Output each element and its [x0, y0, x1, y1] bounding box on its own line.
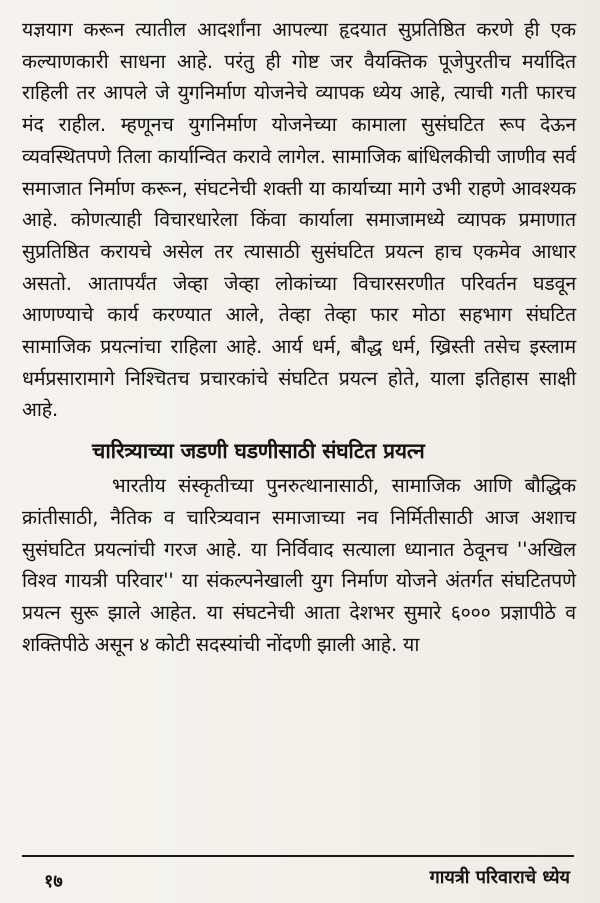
footer-divider — [22, 855, 574, 857]
body-paragraph-2: भारतीय संस्कृतीच्या पुनरुत्थानासाठी, सामाजिक आणि बौद्धिक क्रांतीसाठी, नैतिक व चारित्र्यवान समाजाच्या नव निर्मितीसाठी आज अशाच सुसंघटित प्रयत्नांची गरज आहे. या निर्विवाद सत्याला ध्यानात ठेवूनच ''अखिल विश्व गायत्री परिवार'' या संकल्पनेखाली युग निर्माण योजने अंतर्गत संघटितपणे प्रयत्न सुरू झाले आहेत. या संघटनेची आता देशभर सुमारे ६००० प्रज्ञापीठे व शक्तिपीठे असून ४ कोटी सदस्यांची नोंदणी झाली आहे. या — [22, 474, 576, 656]
running-title: गायत्री परिवाराचे ध्येय — [429, 867, 570, 888]
section-heading: चारित्र्याच्या जडणी घडणीसाठी संघटित प्रयत्न — [92, 439, 425, 464]
page-number: १७ — [44, 871, 63, 892]
body-paragraph-1: यज्ञयाग करून त्यातील आदर्शांना आपल्या हृदयात सुप्रतिष्ठित करणे ही एक कल्याणकारी साधना आहे. परंतु ही गोष्ट जर वैयक्तिक पूजेपुरतीच मर्यादित राहिली तर आपले जे युगनिर्माण योजनेचे व्यापक ध्येय आहे, त्याची गती फारच मंद राहील. म्हणूनच युगनिर्माण योजनेच्या कामाला सुसंघटित रूप देऊन व्यवस्थितपणे तिला कार्यान्वित करावे लागेल. सामाजिक बांधिलकीची जाणीव सर्व समाजात निर्माण करून, संघटनेची शक्ती या कार्याच्या मागे उभी राहणे आवश्यक आहे. कोणत्याही विचारधारेला किंवा कार्याला समाजामध्ये व्यापक प्रमाणात सुप्रतिष्ठित करायचे असेल तर त्यासाठी सुसंघटित प्रयत्न हाच एकमेव आधार असतो. आतापर्यंत जेव्हा जेव्हा लोकांच्या विचारसरणीत परिवर्तन घडवून आणण्याचे कार्य करण्यात आले, तेव्हा तेव्हा फार मोठा सहभाग संघटित सामाजिक प्रयत्नांचा राहिला आहे. आर्य धर्म, बौद्ध धर्म, ख्रिस्ती तसेच इस्लाम धर्मप्रसारामागे निश्चितच प्रचारकांचे संघटित प्रयत्न होते, याला इतिहास साक्षी आहे. — [22, 18, 576, 422]
